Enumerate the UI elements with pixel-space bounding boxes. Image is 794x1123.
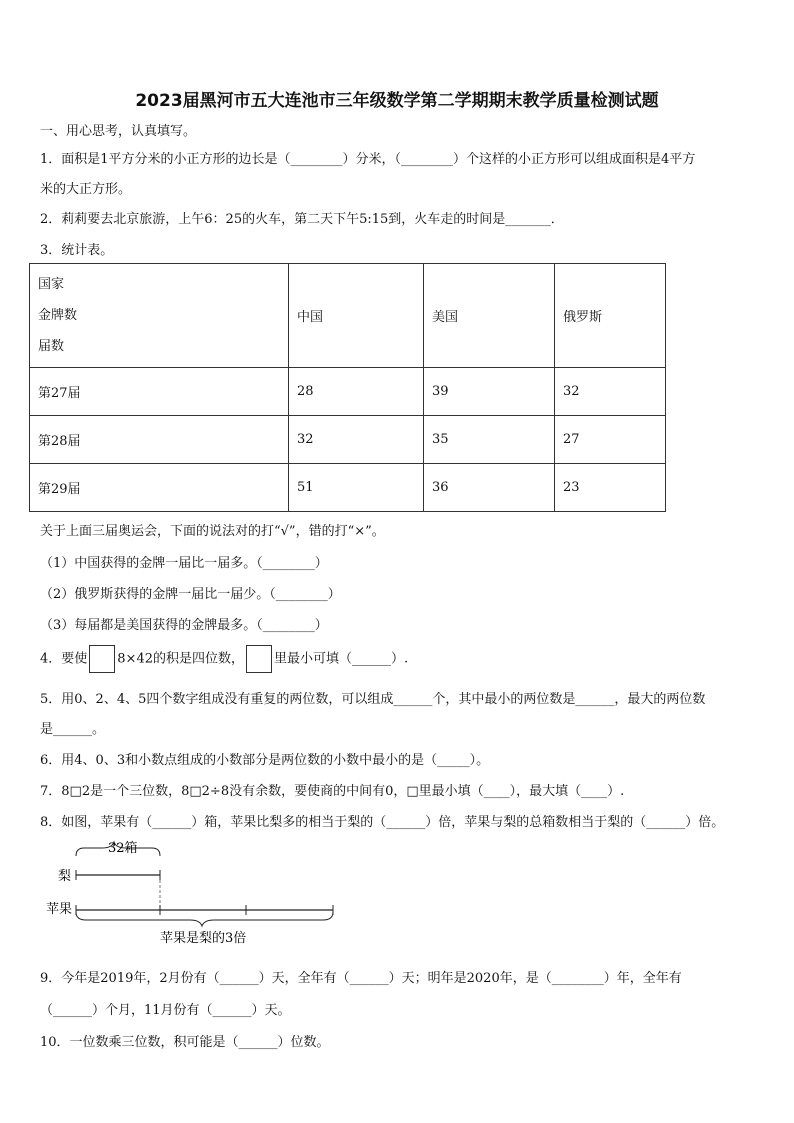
question-9-line-2: （______）个月，11月份有（______）天。 — [40, 1003, 291, 1018]
table-cell: 28 — [289, 368, 424, 416]
table-cell: 35 — [424, 416, 555, 464]
medal-table — [29, 263, 666, 512]
question-4 — [40, 645, 408, 674]
table-cell: 27 — [555, 416, 666, 464]
table-header-row — [30, 264, 666, 368]
line-segment-diagram — [40, 840, 350, 950]
page-title: 2023届黑河市五大连池市三年级数学第二学期期末教学质量检测试题 — [135, 91, 659, 111]
question-1-line-1: 1．面积是1平方分米的小正方形的边长是（________）分米，（________）个这样的小正方形可以组成面积是4平方 — [40, 152, 696, 167]
question-3-statement-1: （1）中国获得的金牌一届比一届多。（________） — [40, 556, 328, 571]
question-4-part-b: 8×42的积是四位数， — [117, 651, 244, 667]
question-3-statement-3: （3）每届都是美国获得的金牌最多。（________） — [40, 618, 328, 633]
answer-box[interactable] — [246, 645, 272, 673]
table-row — [30, 464, 666, 512]
question-2: 2．莉莉要去北京旅游，上午6：25的火车，第二天下午5:15到，火车走的时间是_______． — [40, 212, 564, 227]
row-label: 第29届 — [30, 464, 289, 512]
bottom-brace — [76, 912, 333, 926]
table-cell: 39 — [424, 368, 555, 416]
table-row — [30, 368, 666, 416]
apple-label: 苹果 — [46, 902, 73, 917]
answer-box[interactable] — [89, 645, 115, 673]
header-medals: 金牌数 — [38, 308, 78, 323]
section-heading: 一、用心思考，认真填写。 — [40, 124, 197, 139]
row-label: 第28届 — [30, 416, 289, 464]
question-6: 6．用4、0、3和小数点组成的小数部分是两位数的小数中最小的是（_____）。 — [40, 753, 490, 768]
header-edition: 届数 — [38, 339, 65, 354]
table-cell: 51 — [289, 464, 424, 512]
header-china: 中国 — [289, 264, 424, 368]
question-3: 3．统计表。 — [40, 243, 114, 258]
header-country: 国家 — [38, 277, 65, 292]
table-corner-header — [30, 264, 289, 368]
question-5-line-1: 5．用0、2、4、5四个数字组成没有重复的两位数，可以组成______个，其中最小的两位数是______，最大的两位数 — [40, 692, 706, 707]
question-4-part-c: 里最小可填（______）. — [274, 651, 409, 667]
table-cell: 32 — [289, 416, 424, 464]
row-label: 第27届 — [30, 368, 289, 416]
pear-label: 梨 — [58, 869, 72, 884]
question-1-line-2: 米的大正方形。 — [40, 182, 132, 197]
question-10: 10．一位数乘三位数，积可能是（______）位数。 — [40, 1035, 330, 1050]
table-cell: 36 — [424, 464, 555, 512]
top-label: 32箱 — [108, 841, 138, 856]
header-usa: 美国 — [424, 264, 555, 368]
question-4-part-a: 4．要使 — [40, 651, 88, 667]
question-9-line-1: 9．今年是2019年，2月份有（______）天，全年有（______）天；明年是2020年，是（________）年，全年有 — [40, 971, 682, 986]
table-cell: 23 — [555, 464, 666, 512]
question-3-intro: 关于上面三届奥运会，下面的说法对的打“√”，错的打“×”。 — [40, 524, 385, 539]
bottom-label: 苹果是梨的3倍 — [160, 931, 247, 946]
question-7: 7．8□2是一个三位数，8□2÷8没有余数，要使商的中间有0，□里最小填（____），最大填（____）. — [40, 784, 625, 799]
question-3-statement-2: （2）俄罗斯获得的金牌一届比一届少。（________） — [40, 587, 341, 602]
header-russia: 俄罗斯 — [555, 264, 666, 368]
question-8: 8．如图，苹果有（______）箱，苹果比梨多的相当于梨的（______）倍，苹果与梨的总箱数相当于梨的（______）倍。 — [40, 815, 725, 830]
question-5-line-2: 是______。 — [40, 722, 106, 737]
table-row — [30, 416, 666, 464]
table-cell: 32 — [555, 368, 666, 416]
